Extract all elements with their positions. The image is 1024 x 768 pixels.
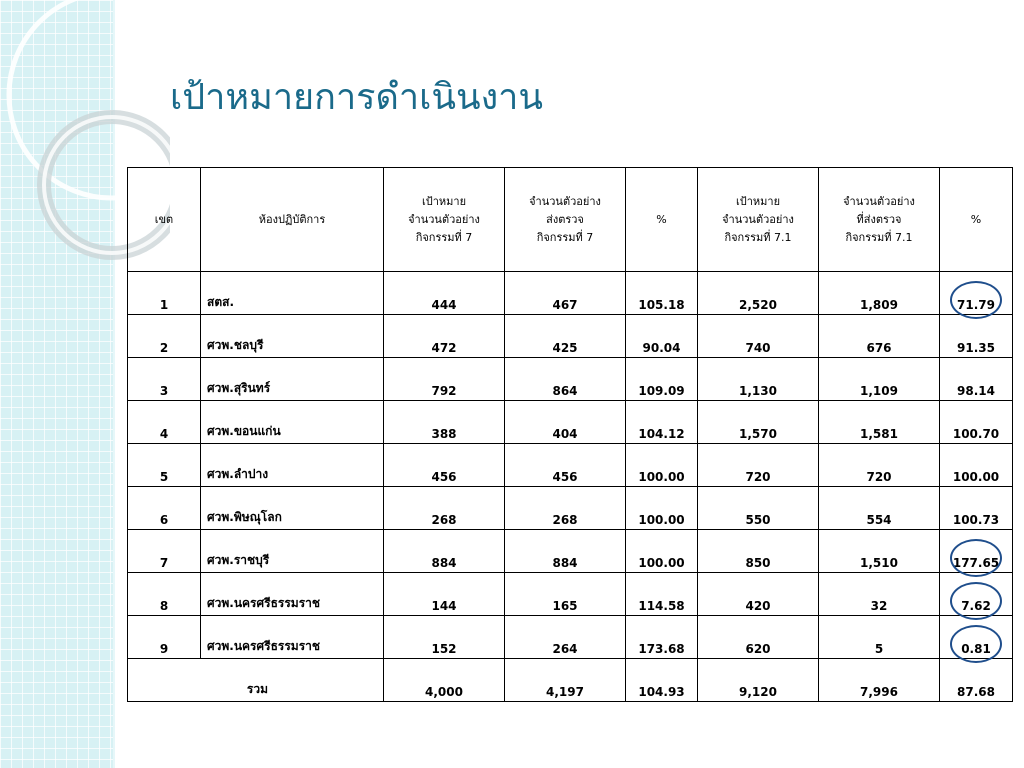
table-row bbox=[128, 358, 1013, 401]
cell-sent7: 264 bbox=[505, 616, 626, 659]
cell-pct7: 105.18 bbox=[626, 272, 698, 315]
cell-target7: 472 bbox=[384, 315, 505, 358]
cell-target71: 420 bbox=[698, 573, 819, 616]
cell-zone: 5 bbox=[128, 444, 201, 487]
cell-zone: 7 bbox=[128, 530, 201, 573]
cell-pct71: 7.62 bbox=[940, 573, 1013, 616]
table-row bbox=[128, 573, 1013, 616]
cell-sent71: 1,510 bbox=[819, 530, 940, 573]
total-cell-pct71: 87.68 bbox=[940, 659, 1013, 702]
cell-pct7: 104.12 bbox=[626, 401, 698, 444]
cell-pct71: 100.00 bbox=[940, 444, 1013, 487]
table-row bbox=[128, 444, 1013, 487]
cell-target7: 144 bbox=[384, 573, 505, 616]
cell-lab: ศวพ.นครศรีธรรมราช bbox=[201, 573, 384, 616]
cell-lab: ศวพ.ขอนแก่น bbox=[201, 401, 384, 444]
cell-target71: 620 bbox=[698, 616, 819, 659]
cell-sent71: 720 bbox=[819, 444, 940, 487]
cell-pct71: 177.65 bbox=[940, 530, 1013, 573]
table-row bbox=[128, 401, 1013, 444]
cell-zone: 3 bbox=[128, 358, 201, 401]
column-header: % bbox=[626, 168, 698, 272]
cell-target71: 1,130 bbox=[698, 358, 819, 401]
cell-lab: ศวพ.พิษณุโลก bbox=[201, 487, 384, 530]
slide-title: เป้าหมายการดำเนินงาน bbox=[170, 77, 544, 118]
cell-sent7: 864 bbox=[505, 358, 626, 401]
table-row bbox=[128, 487, 1013, 530]
table-row bbox=[128, 616, 1013, 659]
cell-zone: 2 bbox=[128, 315, 201, 358]
cell-lab: ศวพ.ราชบุรี bbox=[201, 530, 384, 573]
column-header: เป้าหมาย จำนวนตัวอย่าง กิจกรรมที่ 7.1 bbox=[698, 168, 819, 272]
cell-pct71: 100.73 bbox=[940, 487, 1013, 530]
cell-target7: 456 bbox=[384, 444, 505, 487]
cell-lab: ศวพ.สุรินทร์ bbox=[201, 358, 384, 401]
cell-target71: 550 bbox=[698, 487, 819, 530]
cell-zone: 6 bbox=[128, 487, 201, 530]
cell-target71: 1,570 bbox=[698, 401, 819, 444]
cell-target7: 152 bbox=[384, 616, 505, 659]
cell-sent71: 676 bbox=[819, 315, 940, 358]
column-header: % bbox=[940, 168, 1013, 272]
cell-pct7: 100.00 bbox=[626, 444, 698, 487]
cell-zone: 9 bbox=[128, 616, 201, 659]
cell-sent71: 5 bbox=[819, 616, 940, 659]
highlight-ring bbox=[950, 625, 1002, 663]
cell-pct7: 114.58 bbox=[626, 573, 698, 616]
cell-sent7: 425 bbox=[505, 315, 626, 358]
cell-sent7: 467 bbox=[505, 272, 626, 315]
target-table-container bbox=[127, 167, 1013, 702]
cell-target71: 2,520 bbox=[698, 272, 819, 315]
cell-target71: 850 bbox=[698, 530, 819, 573]
cell-sent71: 1,809 bbox=[819, 272, 940, 315]
cell-pct71: 0.81 bbox=[940, 616, 1013, 659]
cell-lab: ศวพ.นครศรีธรรมราช bbox=[201, 616, 384, 659]
cell-pct7: 100.00 bbox=[626, 530, 698, 573]
highlight-ring bbox=[950, 281, 1002, 319]
cell-sent7: 165 bbox=[505, 573, 626, 616]
total-cell-target7: 4,000 bbox=[384, 659, 505, 702]
column-header: จำนวนตัวอย่าง ส่งตรวจ กิจกรรมที่ 7 bbox=[505, 168, 626, 272]
cell-target71: 720 bbox=[698, 444, 819, 487]
cell-target7: 884 bbox=[384, 530, 505, 573]
column-header: เป้าหมาย จำนวนตัวอย่าง กิจกรรมที่ 7 bbox=[384, 168, 505, 272]
cell-target7: 792 bbox=[384, 358, 505, 401]
cell-pct71: 98.14 bbox=[940, 358, 1013, 401]
cell-lab: ศวพ.ชลบุรี bbox=[201, 315, 384, 358]
table-total-row bbox=[128, 659, 1013, 702]
cell-sent7: 404 bbox=[505, 401, 626, 444]
cell-target7: 268 bbox=[384, 487, 505, 530]
cell-zone: 4 bbox=[128, 401, 201, 444]
table-row bbox=[128, 272, 1013, 315]
cell-sent71: 554 bbox=[819, 487, 940, 530]
highlight-ring bbox=[950, 582, 1002, 620]
column-header: จำนวนตัวอย่าง ที่ส่งตรวจ กิจกรรมที่ 7.1 bbox=[819, 168, 940, 272]
cell-pct7: 100.00 bbox=[626, 487, 698, 530]
table-header-row bbox=[128, 168, 1013, 272]
cell-sent7: 456 bbox=[505, 444, 626, 487]
cell-target71: 740 bbox=[698, 315, 819, 358]
cell-sent7: 268 bbox=[505, 487, 626, 530]
cell-pct7: 90.04 bbox=[626, 315, 698, 358]
cell-pct7: 173.68 bbox=[626, 616, 698, 659]
total-cell-pct7: 104.93 bbox=[626, 659, 698, 702]
total-label: รวม bbox=[128, 659, 384, 702]
cell-pct71: 100.70 bbox=[940, 401, 1013, 444]
column-header: เขต bbox=[128, 168, 201, 272]
cell-sent71: 32 bbox=[819, 573, 940, 616]
total-cell-sent7: 4,197 bbox=[505, 659, 626, 702]
table-body bbox=[128, 272, 1013, 702]
cell-zone: 1 bbox=[128, 272, 201, 315]
cell-target7: 444 bbox=[384, 272, 505, 315]
total-cell-target71: 9,120 bbox=[698, 659, 819, 702]
table-row bbox=[128, 315, 1013, 358]
cell-target7: 388 bbox=[384, 401, 505, 444]
highlight-ring bbox=[950, 539, 1002, 577]
cell-pct7: 109.09 bbox=[626, 358, 698, 401]
cell-sent71: 1,109 bbox=[819, 358, 940, 401]
cell-lab: สตส. bbox=[201, 272, 384, 315]
column-header: ห้องปฏิบัติการ bbox=[201, 168, 384, 272]
cell-pct71: 71.79 bbox=[940, 272, 1013, 315]
total-cell-sent71: 7,996 bbox=[819, 659, 940, 702]
cell-sent71: 1,581 bbox=[819, 401, 940, 444]
table-row bbox=[128, 530, 1013, 573]
cell-sent7: 884 bbox=[505, 530, 626, 573]
cell-pct71: 91.35 bbox=[940, 315, 1013, 358]
cell-lab: ศวพ.ลำปาง bbox=[201, 444, 384, 487]
target-table bbox=[127, 167, 1013, 702]
cell-zone: 8 bbox=[128, 573, 201, 616]
